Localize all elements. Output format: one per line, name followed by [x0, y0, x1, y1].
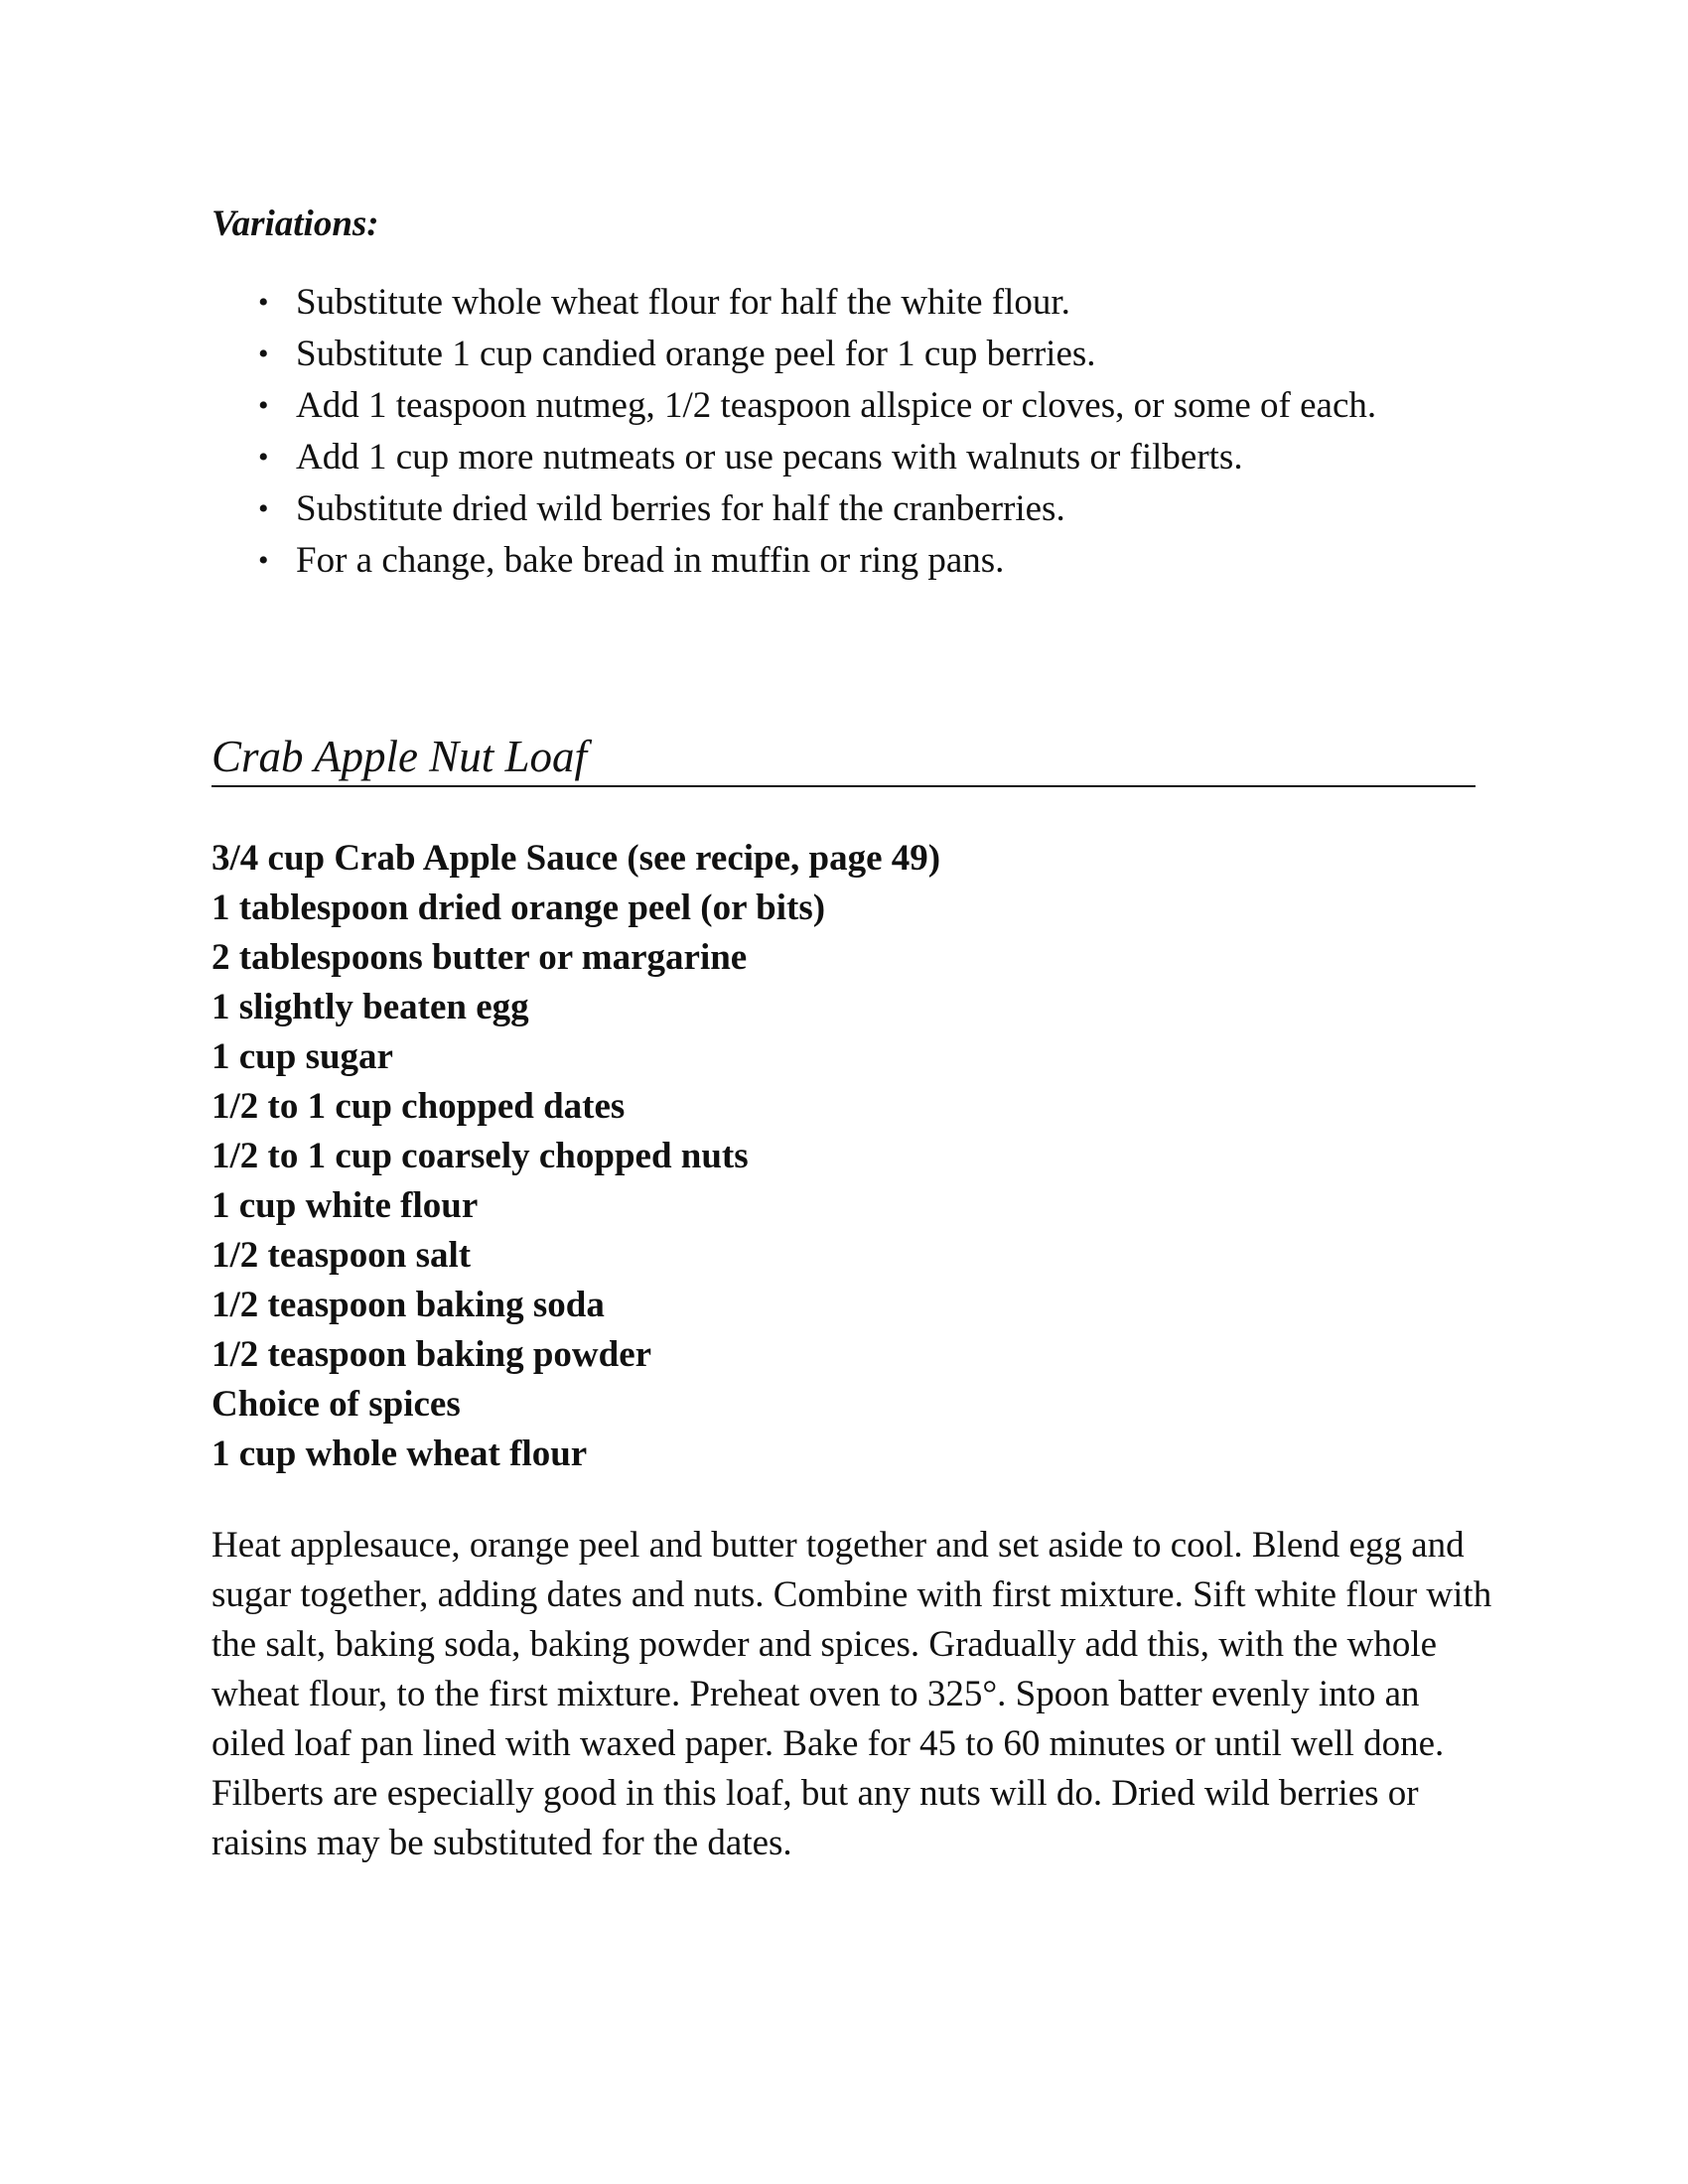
variations-heading: Variations:	[211, 204, 379, 244]
bullet-icon: •	[258, 389, 269, 422]
recipe-title: Crab Apple Nut Loaf	[211, 728, 1476, 787]
ingredient-item: 1/2 to 1 cup chopped dates	[211, 1086, 626, 1127]
variations-list	[211, 278, 1473, 588]
variation-item	[211, 278, 1473, 328]
recipe-instructions: Heat applesauce, orange peel and butter together and set aside to cool. Blend egg and sugar together, adding dates and nuts. Combine with first mixture. Sift white flour with the salt, baking soda, baking powder and spices. Gradually add this, with the whole wheat flour, to the first mixture. Preheat oven to 325°. Spoon batter evenly into an oiled loaf pan lined with waxed paper. Bake for 45 to 60 minutes or until well done. Filberts are especially good in this loaf, but any nuts will do. Dried wild berries or raisins may be substituted for the dates.	[211, 1525, 1492, 1863]
bullet-icon: •	[258, 338, 269, 370]
variation-text: Substitute 1 cup candied orange peel for 1 cup berries.	[296, 334, 1096, 374]
variation-text: Add 1 teaspoon nutmeg, 1/2 teaspoon allspice or cloves, or some of each.	[296, 385, 1377, 426]
ingredient-item: 1 cup white flour	[211, 1185, 479, 1226]
variation-text: For a change, bake bread in muffin or ring pans.	[296, 540, 1005, 581]
ingredient-item: 1/2 teaspoon salt	[211, 1235, 472, 1276]
ingredient-item: 1 tablespoon dried orange peel (or bits)	[211, 887, 826, 928]
ingredient-item: 1 cup whole wheat flour	[211, 1433, 588, 1474]
variation-item	[211, 484, 1473, 534]
variation-item	[211, 330, 1473, 379]
ingredient-item: Choice of spices	[211, 1384, 461, 1425]
ingredient-item: 3/4 cup Crab Apple Sauce (see recipe, page 49)	[211, 838, 941, 879]
bullet-icon: •	[258, 286, 269, 319]
ingredient-item: 1/2 to 1 cup coarsely chopped nuts	[211, 1136, 749, 1176]
variation-text: Substitute dried wild berries for half the cranberries.	[296, 488, 1065, 529]
variation-item	[211, 381, 1473, 431]
variation-text: Add 1 cup more nutmeats or use pecans with walnuts or filberts.	[296, 437, 1243, 478]
ingredients-list	[211, 834, 1482, 1479]
variation-item	[211, 433, 1473, 482]
variation-item	[211, 536, 1473, 586]
bullet-icon: •	[258, 544, 269, 577]
variation-text: Substitute whole wheat flour for half the white flour.	[296, 282, 1070, 323]
ingredient-item: 1 cup sugar	[211, 1036, 393, 1077]
ingredient-item: 2 tablespoons butter or margarine	[211, 937, 748, 978]
bullet-icon: •	[258, 492, 269, 525]
ingredient-item: 1 slightly beaten egg	[211, 987, 529, 1027]
ingredient-item: 1/2 teaspoon baking powder	[211, 1334, 652, 1375]
bullet-icon: •	[258, 441, 269, 474]
ingredient-item: 1/2 teaspoon baking soda	[211, 1285, 605, 1325]
